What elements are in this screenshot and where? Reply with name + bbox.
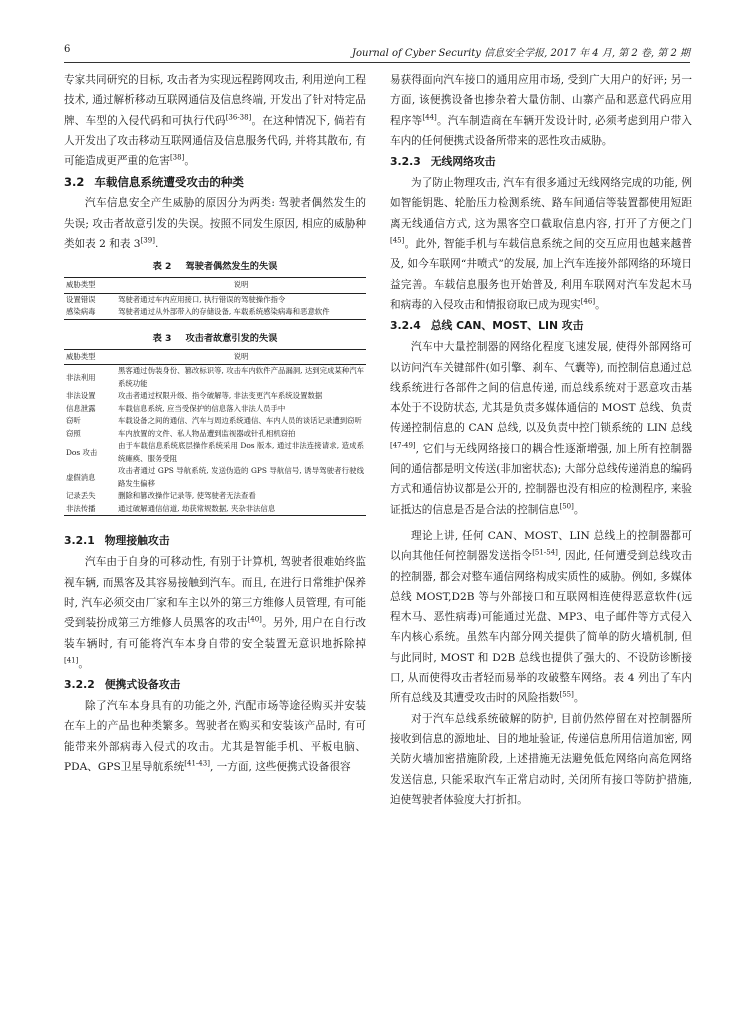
table-cell-type: 记录丢失 (66, 491, 96, 501)
citation: [36-38] (225, 113, 252, 122)
table-cell-type: 信息泄露 (66, 403, 96, 413)
paragraph-text: 理论上讲, 任何 CAN、MOST、LIN 总线上的控制器都可以向其他任何控制器发送指令 (390, 529, 692, 563)
paragraph-text: 除了汽车本身具有的功能之外, 汽配市场等途径购买并安装在车上的产品也种类繁多。驾驶者在购买和安装该产品时, 有可能带来外部病毒入侵式的攻击。尤其是智能手机、平板电脑、PDA、GPS卫星导航系统 (64, 700, 366, 774)
citation: [41-43] (184, 759, 210, 768)
paragraph-3-2 (64, 193, 366, 254)
paragraph-text: . (154, 238, 159, 251)
section-number: 3.2 (64, 175, 85, 190)
table-3-grid (64, 349, 366, 517)
citation: [50] (559, 502, 574, 511)
paragraph-text: 。另外, 用户在自行改装车辆时, 有可能将汽车本身自带的安全装置无意识地拆除掉 (64, 617, 367, 650)
table-cell-type: 感染病毒 (64, 306, 116, 319)
table-row (64, 390, 366, 403)
table-title: 攻击者故意引发的失误 (185, 332, 278, 344)
paragraph-text: 汽车由于自身的可移动性, 有别于计算机, 驾驶者很难始终监视车辆, 而黑客及其容易接触到汽车。而且, 在进行日常维护保养时, 汽车必须交由厂家和车主以外的第三方维修人员管理, 有可能受到装扮成第三方维修人员黑客的攻击 (64, 556, 366, 630)
table-header-desc: 说明 (116, 278, 366, 294)
table-number: 表 2 (152, 261, 172, 273)
page-number: 6 (64, 44, 71, 55)
table-title: 驾驶者偶然发生的失误 (185, 261, 278, 273)
table-number: 表 3 (152, 332, 172, 344)
table-3-caption (64, 330, 366, 347)
paragraph-3-2-1 (64, 552, 366, 674)
citation: [47-49] (390, 441, 416, 450)
paragraph-text: 。 (573, 692, 585, 705)
paragraph-text: , 因此, 任何遭受到总线攻击的控制器, 都会对整车通信网络构成实质性的威胁。例如, 多媒体总线 MOST,D2B 等与外部接口和互联网相连使得恶意软件(远程木马、恶性病毒)可能通过光盘、MP3、电子邮件等方式侵入车内核心系统。虽然车内部分网关提供了简单的防火墙机制, 但与此同时, MOST 和 D2B 总线也提供了强大的、不设防诊断接口, 从而使得攻击者轻而易举的攻破整车网络。表 4 列出了车内所有总线及其遭受攻击时的风险指数 (390, 550, 692, 705)
citation: [44] (422, 113, 437, 122)
paragraph-intro (64, 70, 366, 171)
table-row (64, 490, 366, 503)
paragraph-text: 。此外, 智能手机与车载信息系统之间的交互应用也越来越普及, 如今车联网“井喷式”的发展, 加上汽车连接外部网络的环境日益完善。车载信息服务也开始普及, 利用车联网对汽车发起木马和病毒的入侵攻击和情报窃取已成为现实 (390, 238, 692, 311)
paragraph-text: 。汽车制造商在车辆开发设计时, 必须考虑到用户带入车内的任何便携式设备所带来的恶性攻击威胁。 (390, 114, 693, 147)
citation: [55] (559, 690, 574, 699)
table-row (64, 365, 366, 391)
paragraph-3-2-4b (390, 526, 692, 709)
paragraph-text: 专家共同研究的目标, 攻击者为实现远程跨网攻击, 利用逆向工程技术, 通过解析移动互联网通信及信息终端, 开发出了针对特定品牌、车型的入侵代码和可执行代码 (64, 74, 366, 127)
paragraph-continued (390, 70, 692, 151)
section-title: 物理接触攻击 (104, 534, 170, 548)
table-cell-desc: 车载设备之间的通信、汽车与周边系统通信、车内人员的谈话记录遭到窃听 (118, 416, 362, 426)
section-number: 3.2.2 (64, 678, 95, 692)
table-2-grid (64, 277, 366, 320)
header-rule (64, 62, 690, 63)
table-header-desc: 说明 (116, 349, 366, 365)
table-cell-desc: 删除和篡改操作记录等, 使驾驶者无法查看 (118, 491, 256, 501)
paragraph-text: 。 (184, 155, 195, 168)
table-cell-desc: 攻击者通过 GPS 导航系统, 发送伪造的 GPS 导航信号, 诱导驾驶者行驶线路发生偏移 (118, 466, 364, 488)
citation: [41] (64, 656, 79, 665)
table-cell-type: 非法设置 (66, 391, 96, 401)
paragraph-text: 对于汽车总线系统破解的防护, 目前仍然停留在对控制器所接收到信息的源地址、目的地址验证, 传递信息所用信道加密, 网关防火墙加密措施阶段, 上述措施无法避免低危网络向高危网络发送信息, 只能采取汽车正常启动时, 关闭所有接口等防护措施, 迫使驾驶者体验度大打折扣。 (390, 712, 692, 806)
table-cell-desc: 驾驶者通过从外部带入的存储设备, 车载系统感染病毒和恶意软件 (116, 306, 366, 319)
paragraph-3-2-2 (64, 696, 366, 777)
section-number: 3.2.1 (64, 534, 95, 548)
paragraph-3-2-4a (390, 337, 692, 520)
table-cell-desc: 由于车载信息系统底层操作系统采用 Dos 版本, 通过非法连接请求, 造成系统瘫痪、服务受阻 (118, 441, 364, 463)
section-title: 车载信息系统遭受攻击的种类 (94, 175, 244, 190)
table-cell-type: 窃听 (66, 416, 81, 426)
paragraph-3-2-3 (390, 173, 692, 315)
table-row (64, 503, 366, 516)
paragraph-text: 。 (78, 657, 89, 670)
right-column (390, 70, 692, 810)
journal-header: Journal of Cyber Security 信息安全学报, 2017 年 4 月, 第 2 卷, 第 2 期 (351, 48, 690, 59)
citation: [39] (140, 236, 155, 245)
table-cell-desc: 驾驶者通过车内应用接口, 执行错误的驾驶操作指令 (118, 294, 286, 304)
table-cell-type: 虚假消息 (66, 472, 96, 482)
citation: [40] (247, 615, 262, 624)
table-cell-desc: 车内放置的文件、私人物品遭到监视器或针孔相机窃拍 (118, 428, 296, 438)
table-header-type: 威胁类型 (64, 349, 116, 365)
table-row (64, 428, 366, 441)
section-number: 3.2.3 (390, 155, 421, 169)
section-title: 总线 CAN、MOST、LIN 攻击 (430, 319, 584, 333)
section-heading-3-2-2 (64, 674, 366, 696)
paragraph-text: 易获得面向汽车接口的通用应用市场, 受到广大用户的好评; 另一方面, 该便携设备也掺杂着大量仿制、山寨产品和恶意代码应用程序等 (390, 74, 692, 127)
citation: [46] (580, 297, 596, 306)
table-cell-desc: 车载信息系统, 应当受保护的信息落入非法人员手中 (118, 403, 286, 413)
section-heading-3-2-4 (390, 315, 692, 337)
paragraph-text: 为了防止物理攻击, 汽车有很多通过无线网络完成的功能, 例如智能钥匙、轮胎压力检测系统、路车间通信等装置都使用短距离无线通信方式, 这为黑客空口截取信息内容, 打开了方便之门 (390, 177, 692, 230)
table-2-caption (64, 258, 366, 275)
table-cell-type: 非法利用 (66, 372, 96, 382)
table-row (64, 403, 366, 416)
table-cell-type: 非法传播 (64, 503, 116, 516)
left-column (64, 70, 366, 777)
table-row (64, 440, 366, 465)
paragraph-text: , 一方面, 这些便携式设备很容 (209, 761, 351, 774)
section-heading-3-2-1 (64, 530, 366, 552)
table-row (64, 293, 366, 306)
paragraph-text: 。 (573, 503, 585, 516)
table-2 (64, 258, 366, 320)
paragraph-text: 。在这种情况下, 倘若有人开发出了攻击移动互联网通信及信息服务代码, 并将其散布, 有可能造成更严重的危害 (64, 114, 367, 168)
citation: [38] (169, 153, 185, 162)
table-row (64, 415, 366, 428)
table-cell-type: Dos 攻击 (66, 447, 98, 457)
paragraph-text: , 它们与无线网络接口的耦合性逐渐增强, 加上所有控制器间的通信都是明文传送(非加密状态); 大部分总线传递消息的编码方式和通信协议都是公开的, 控制器也没有相应的检测程序, 来验证抵达的信息是否是合法的控制信息 (390, 442, 692, 516)
section-number: 3.2.4 (390, 319, 421, 333)
table-3 (64, 330, 366, 517)
table-cell-desc: 攻击者通过权限升级、指令破解等, 非法变更汽车系统设置数据 (118, 391, 323, 401)
section-title: 无线网络攻击 (430, 155, 496, 169)
table-header-type: 威胁类型 (64, 278, 116, 294)
section-heading-3-2 (64, 171, 366, 193)
table-cell-desc: 黑客通过伪装身份、篡改标识等, 攻击车内软件产品漏洞, 达到完成某种汽车系统功能 (118, 366, 364, 388)
paragraph-text: 汽车信息安全产生威胁的原因分为两类: 驾驶者偶然发生的失误; 攻击者故意引发的失误。按照不同发生原因, 相应的威胁种类如表 2 和表 3 (64, 197, 366, 251)
section-heading-3-2-3 (390, 151, 692, 173)
citation: [51-54] (532, 548, 558, 557)
table-cell-desc: 通过破解通信信道, 劫获常规数据, 夹杂非法信息 (116, 503, 366, 516)
paragraph-text: 。 (595, 298, 606, 311)
paragraph-text: 汽车中大量控制器的网络化程度飞速发展, 使得外部网络可以访问汽车关键部件(如引擎、刹车、气囊等), 而控制信息通过总线系统进行各部件之间的信息传递, 而总线系统对于恶意攻击基本处于不设防状态, 尤其是负责多媒体通信的 MOST 总线、负责传递控制信息的 CAN 总线, 以及负责中控门锁系统的 LIN 总线 (390, 341, 692, 435)
table-row (64, 465, 366, 490)
paragraph-3-2-4c (390, 709, 692, 810)
section-title: 便携式设备攻击 (104, 678, 181, 692)
table-cell-type: 窃照 (66, 428, 81, 438)
citation: [45] (390, 236, 405, 245)
table-row (64, 306, 366, 319)
table-cell-type: 设置错误 (66, 294, 96, 304)
